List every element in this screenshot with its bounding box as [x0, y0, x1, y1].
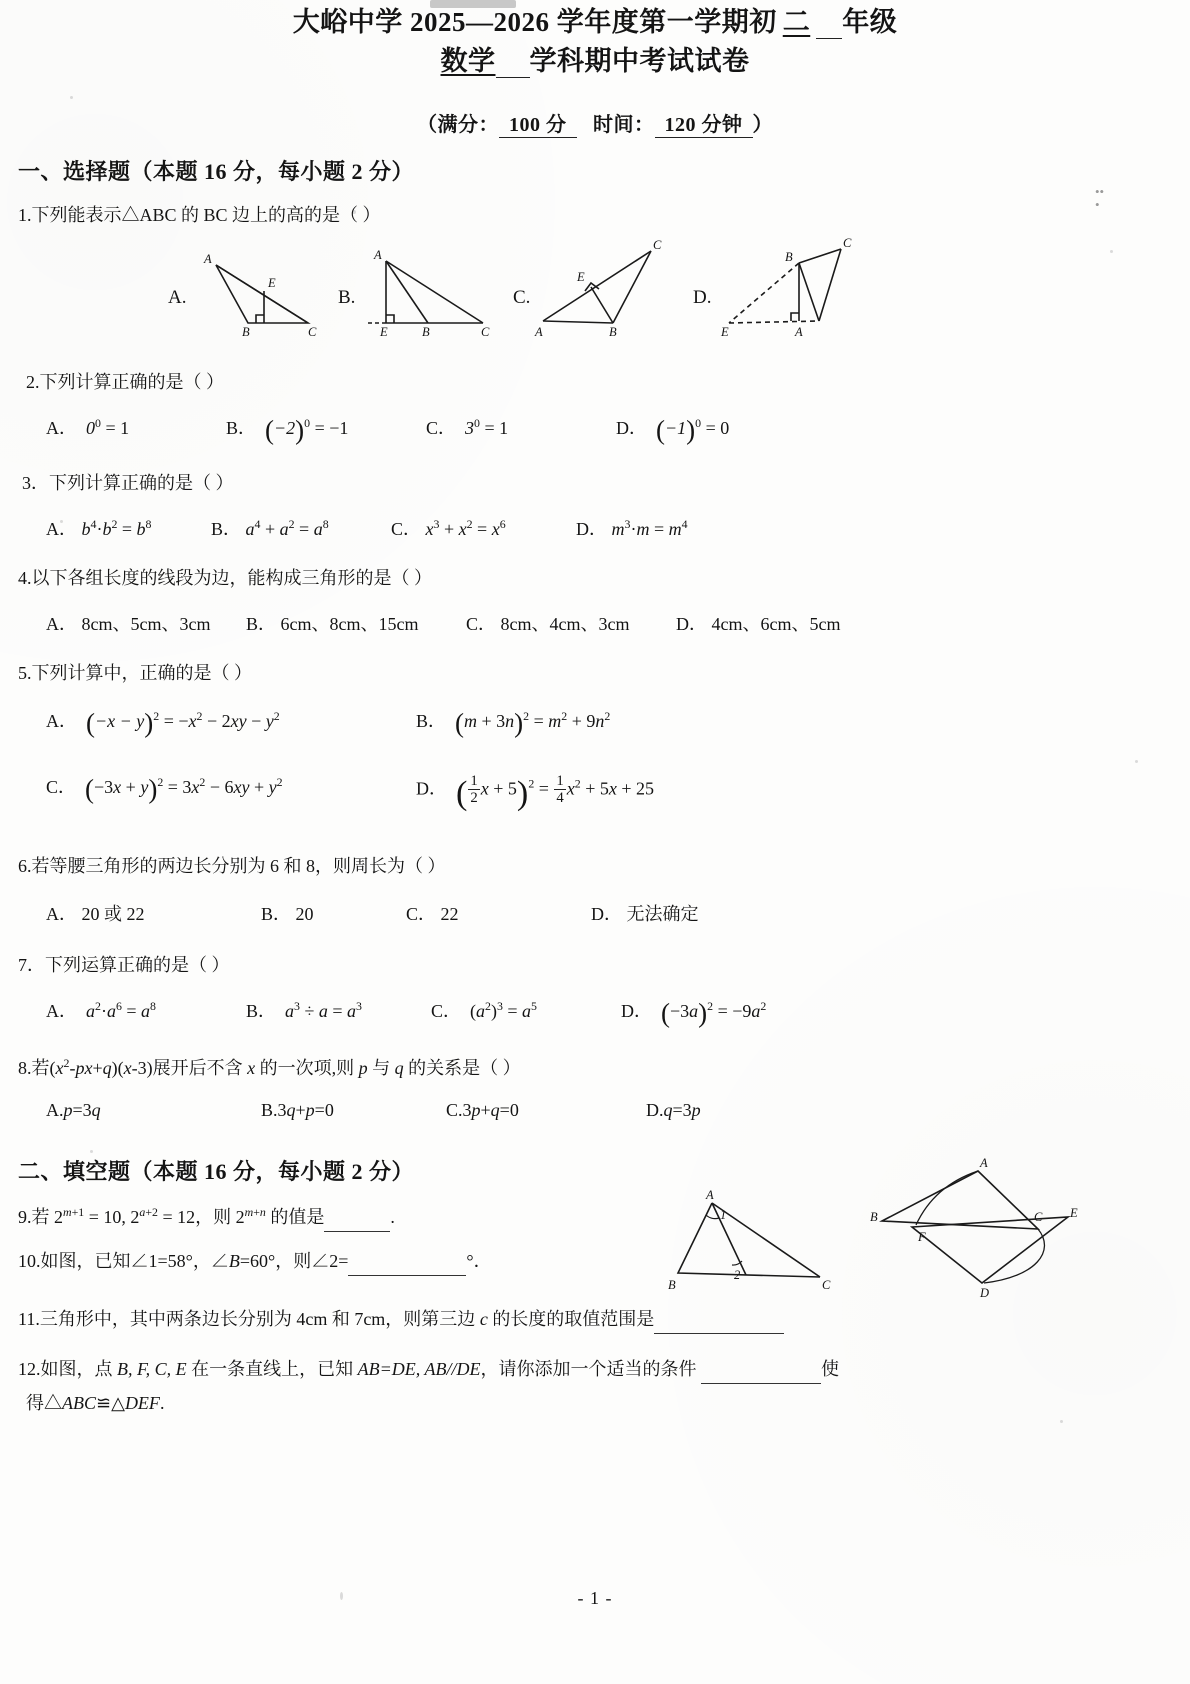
question-6-options: [46, 900, 1190, 926]
q5-option-c: C． $(-3x + y)^2 = 3x^2 - 6xy + y^2$: [46, 773, 283, 804]
title-exam-type: 学科期中考试试卷: [529, 46, 750, 76]
page-title-line2: [0, 39, 1190, 78]
scan-artifact: •• •: [1095, 184, 1105, 212]
svg-text:E: E: [1070, 1206, 1078, 1220]
svg-text:C: C: [653, 238, 662, 252]
question-5-options-row2: [46, 773, 1190, 813]
page-footer: - 1 -: [577, 1588, 613, 1608]
q2-option-a: A． $0^0 = 1$: [46, 416, 130, 438]
q2-option-c: C． $3^0 = 1$: [426, 416, 509, 438]
question-8-stem: 8.若$(x^2-px+q)(x-3)$展开后不含 x 的一次项,则 p 与 q 的关系是（ ）: [18, 1055, 521, 1078]
q1-figure-d: [693, 235, 868, 339]
question-10-stem: 10.如图，已知∠1=58°，∠B=60°，则∠2= °．: [18, 1248, 638, 1276]
question-4-options: [46, 610, 1190, 636]
svg-text:B: B: [668, 1278, 676, 1292]
score-label: （满分：: [417, 114, 499, 136]
q8-option-c: C.3p+q=0: [446, 1099, 519, 1120]
question-3-stem: 3．下列计算正确的是（ ）: [22, 472, 234, 493]
q7-option-a: A． $a^2\cdot a^6 = a^8$: [46, 998, 156, 1021]
q3-option-d: D． $m^3\cdot m = m^4$: [576, 516, 688, 539]
time-value: 120 分钟: [655, 114, 753, 138]
q1-choice-b: [338, 243, 498, 343]
q1-label-b: B.: [338, 287, 356, 308]
q6-option-d: D． 无法确定: [591, 903, 699, 924]
q2-option-d: D． $(-1)^0 = 0$: [616, 414, 730, 445]
svg-text:A: A: [706, 1188, 714, 1202]
q4-option-a: A． 8cm、5cm、3cm: [46, 613, 211, 634]
q12-congruent-figure: [860, 1155, 1090, 1300]
q3-option-c: C． $x^3 + x^2 = x^6$: [391, 516, 506, 539]
q6-option-c: C． 22: [406, 903, 459, 924]
svg-text:F: F: [918, 1230, 926, 1244]
svg-text:A: A: [204, 252, 212, 266]
q2-option-b: B． $(-2)^0 = -1$: [226, 414, 349, 445]
question-11-stem: 11.三角形中，其中两条边长分别为 4cm 和 7cm，则第三边 c 的长度的取值范围是: [18, 1306, 1058, 1334]
svg-text:B: B: [785, 250, 793, 264]
meta-close-paren: ）: [752, 114, 773, 136]
question-8-options: [46, 1100, 1190, 1121]
exam-meta: [0, 108, 1190, 137]
svg-text:A: A: [535, 325, 543, 339]
q8-option-b: B.3q+p=0: [261, 1099, 334, 1120]
question-4-stem: 4.以下各组长度的线段为边，能构成三角形的是（ ）: [18, 567, 432, 588]
svg-text:B: B: [242, 325, 250, 338]
q1-figure-b: [338, 243, 498, 338]
q1-figure-a: [168, 243, 318, 338]
title-grade-blank: 二: [782, 7, 811, 37]
svg-text:B: B: [609, 325, 617, 339]
question-6-stem: 6.若等腰三角形的两边长分别为 6 和 8，则周长为（ ）: [18, 855, 446, 876]
svg-text:E: E: [577, 270, 585, 284]
svg-text:D: D: [980, 1286, 990, 1300]
svg-text:B: B: [870, 1210, 878, 1224]
q7-option-c: C． $(a^2)^3 = a^5$: [431, 998, 537, 1021]
q7-option-d: D． $(-3a)^2 = -9a^2$: [621, 997, 767, 1028]
q4-option-c: C． 8cm、4cm、3cm: [466, 613, 630, 634]
q6-option-b: B． 20: [261, 903, 314, 924]
q4-option-d: D． 4cm、6cm、5cm: [676, 613, 841, 634]
q1-choice-c: [513, 235, 678, 344]
q3-option-b: B． $a^4 + a^2 = a^8$: [211, 516, 329, 539]
time-label: 时间：: [593, 114, 655, 136]
q1-label-c: C.: [513, 287, 531, 308]
q6-option-a: A． 20 或 22: [46, 903, 145, 924]
svg-text:A: A: [374, 248, 382, 262]
title-school-year: 大峪中学 2025—2026 学年度第一学期初: [292, 7, 777, 37]
question-1-stem: 1.下列能表示△ABC 的 BC 边上的高的是（ ）: [18, 205, 381, 225]
question-3-options: [46, 515, 1190, 541]
svg-text:E: E: [721, 325, 729, 339]
question-7-options: [46, 997, 1190, 1029]
page-title-line1: [0, 0, 1190, 39]
svg-text:C: C: [843, 236, 852, 250]
q4-option-b: B． 6cm、8cm、15cm: [246, 613, 419, 634]
svg-text:C: C: [822, 1278, 831, 1292]
title-subject: 数学: [440, 46, 496, 76]
q1-choice-d: [693, 235, 868, 344]
question-12-stem-line1: 12.如图，点 B, F, C, E 在一条直线上，已知 AB=DE, AB//DE，请你添加一个适当的条件 使: [18, 1356, 1078, 1384]
q1-label-d: D.: [693, 287, 712, 308]
question-10-figure: [660, 1185, 850, 1305]
q1-figure-c: [513, 235, 678, 339]
q5-option-b: B． $(m + 3n)^2 = m^2 + 9n^2$: [416, 707, 611, 738]
svg-text:A: A: [795, 325, 803, 339]
svg-text:1: 1: [720, 1208, 727, 1222]
question-7-stem: 7．下列运算正确的是（ ）: [18, 954, 230, 975]
svg-text:A: A: [980, 1156, 988, 1170]
section-heading-choice: 一、选择题（本题 16 分，每小题 2 分）: [18, 159, 415, 184]
question-5-options-row1: [46, 707, 1190, 739]
svg-text:C: C: [481, 325, 490, 338]
svg-text:C: C: [308, 325, 317, 338]
svg-text:2: 2: [734, 1268, 741, 1282]
section-heading-fill: 二、填空题（本题 16 分，每小题 2 分）: [18, 1158, 415, 1184]
title-grade-suffix: 年级: [842, 7, 898, 37]
question-12-stem-line2: 得△ABC≌△DEF.: [26, 1392, 165, 1413]
question-9-stem: 9.若 $2^{m+1} = 10$, $2^{a+2} = 12$，则 $2^{m+n}$ 的值是 .: [18, 1204, 578, 1232]
svg-text:E: E: [380, 325, 388, 338]
question-2-stem: 2.下列计算正确的是（ ）: [26, 372, 224, 392]
q3-option-a: A． $b^4\cdot b^2 = b^8$: [46, 516, 152, 539]
q1-choice-a: [168, 243, 318, 343]
svg-text:C: C: [1034, 1210, 1043, 1224]
q8-option-d: D.q=3p: [646, 1099, 701, 1120]
q5-option-a: A． $(-x - y)^2 = -x^2 - 2xy - y^2$: [46, 707, 280, 738]
question-12-figure: [860, 1155, 1090, 1305]
svg-text:B: B: [422, 325, 430, 338]
q8-option-a: A.p=3q: [46, 1099, 101, 1120]
svg-text:E: E: [268, 276, 276, 290]
q7-option-b: B． $a^3 \div a = a^3$: [246, 998, 362, 1021]
question-2-options: [46, 414, 1190, 446]
question-5-stem: 5.下列计算中，正确的是（ ）: [18, 662, 252, 683]
q1-label-a: A.: [168, 287, 187, 308]
score-value: 100 分: [499, 114, 577, 138]
q10-triangle-figure: [660, 1185, 850, 1300]
question-1-figures: [18, 235, 1190, 347]
q5-option-d: D． ( $\frac{1}{2}$ x + 5)$^2$ = $\frac{1}{4}$ $x^2 + 5x + 25$: [416, 772, 655, 812]
